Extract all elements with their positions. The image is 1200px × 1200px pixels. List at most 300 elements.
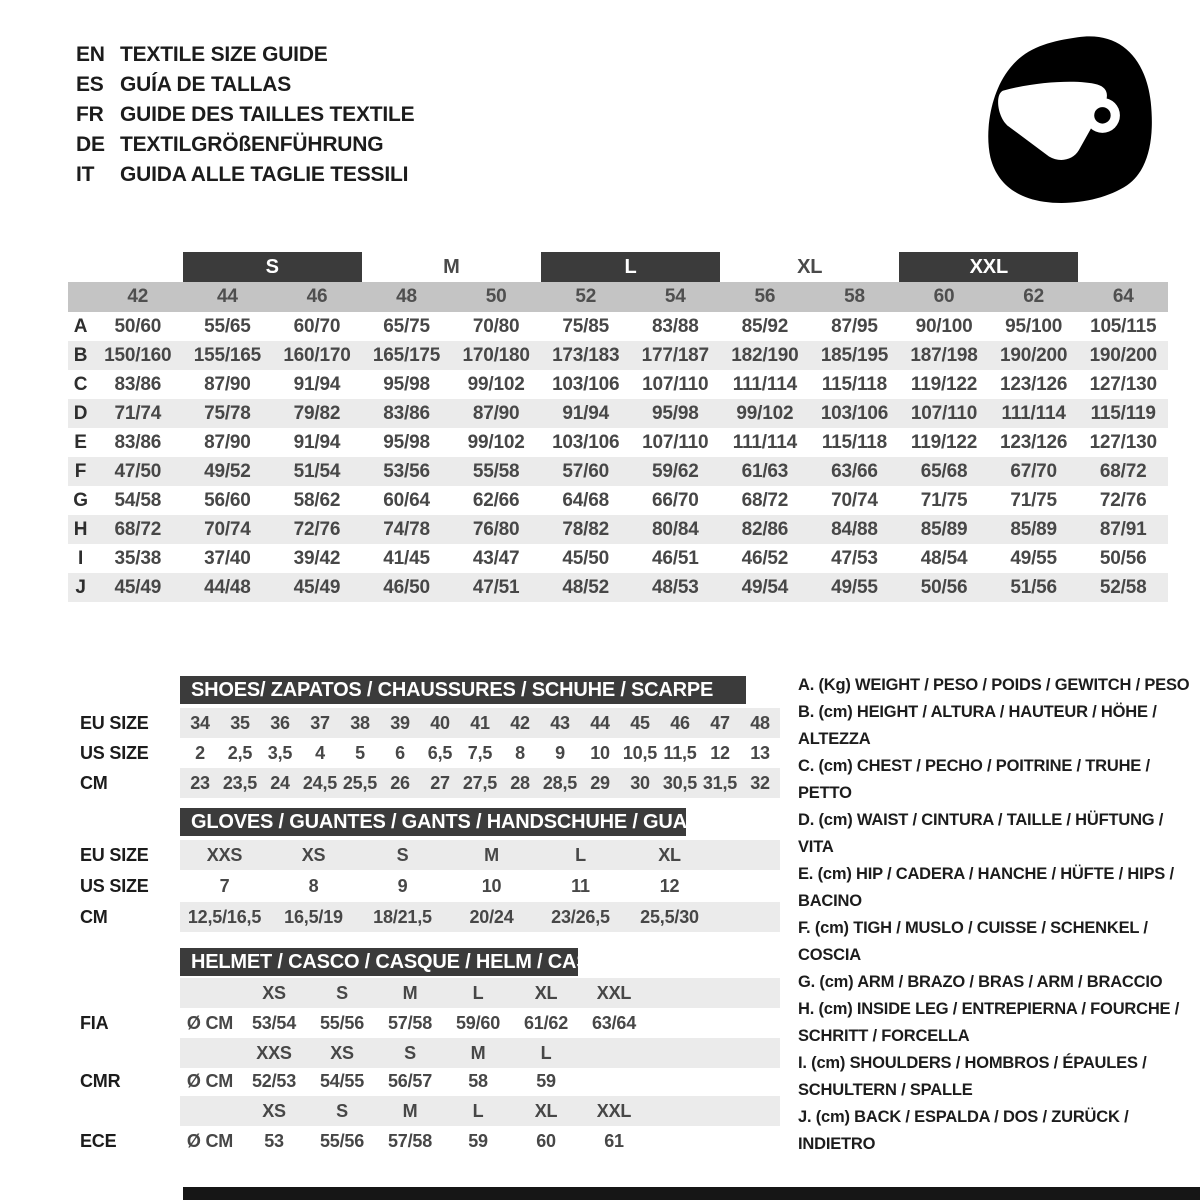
gloves-label-1: US SIZE [80, 875, 149, 896]
size-header-cell: 56 [754, 286, 776, 307]
size-value-cell: 59/62 [652, 460, 699, 482]
size-value-cell: 46/51 [652, 547, 699, 569]
size-row-D [68, 399, 1168, 428]
size-value-cell: 123/126 [999, 431, 1068, 453]
helmet-value-cell: 55/56 [319, 1012, 365, 1033]
shoes-cell: 41 [470, 712, 490, 733]
size-value-cell: 127/130 [1089, 373, 1157, 395]
size-value-cell: 58/62 [293, 489, 341, 511]
size-value-cell: 68/72 [741, 489, 789, 511]
size-value-cell: 90/100 [915, 315, 973, 337]
helmet-standard-label-CMR: CMR [80, 1070, 121, 1091]
shoes-cell: 24 [270, 772, 290, 793]
legend-item-A: A. (Kg) WEIGHT / PESO / POIDS / GEWITCH / PESO [798, 676, 1190, 694]
gloves-cell: S [396, 844, 409, 865]
size-group-XL: XL [797, 255, 823, 278]
helmet-value-cell: 59/60 [455, 1012, 501, 1033]
size-value-cell: 111/114 [1001, 402, 1066, 424]
size-header-cell: 48 [396, 286, 417, 307]
size-value-cell: 35/38 [114, 547, 162, 569]
shoes-cell: 44 [590, 712, 610, 733]
size-value-cell: 65/75 [383, 315, 430, 337]
row-letter: B [73, 344, 88, 366]
legend-item-C: C. (cm) CHEST / PECHO / POITRINE / TRUHE / PETTO [798, 757, 1150, 802]
size-value-cell: 99/102 [467, 431, 525, 453]
size-value-cell: 70/74 [831, 489, 878, 511]
helmet-size-cell: L [540, 1042, 552, 1063]
size-value-cell: 82/86 [741, 518, 789, 540]
size-value-cell: 119/122 [910, 431, 978, 453]
size-value-cell: 83/86 [114, 373, 162, 395]
helmet-size-cell: M [470, 1042, 486, 1063]
size-value-cell: 87/90 [204, 373, 251, 395]
language-title-list [76, 40, 414, 190]
size-value-cell: 95/98 [383, 373, 430, 395]
helmet-value-cell: 53/54 [251, 1012, 297, 1033]
size-value-cell: 63/66 [831, 460, 878, 482]
language-row-EN [76, 40, 414, 70]
helmet-icon [975, 28, 1160, 213]
helmet-size-cell: XS [262, 982, 286, 1003]
size-value-cell: 87/90 [472, 402, 520, 424]
helmet-value-cell: 52/53 [251, 1070, 297, 1091]
shoes-label-0: EU SIZE [80, 712, 149, 733]
shoes-cell: 10,5 [622, 742, 658, 763]
size-value-cell: 160/170 [283, 344, 351, 366]
size-value-cell: 107/110 [642, 431, 709, 453]
gloves-cell: 9 [397, 875, 408, 896]
shoes-cell: 42 [510, 712, 530, 733]
size-value-cell: 55/65 [204, 315, 251, 337]
gloves-cell: 16,5/19 [284, 906, 343, 927]
row-letter: F [74, 460, 87, 482]
size-row-C [68, 370, 1168, 399]
size-value-cell: 67/70 [1010, 460, 1057, 482]
size-value-cell: 155/165 [193, 344, 261, 366]
shoes-cell: 48 [750, 712, 770, 733]
size-value-cell: 60/70 [293, 315, 341, 337]
size-value-cell: 51/56 [1010, 576, 1057, 598]
size-header-cell: 44 [217, 286, 238, 307]
gloves-cell: 7 [219, 875, 230, 896]
row-letter: E [74, 431, 87, 453]
size-group-M: M [443, 255, 460, 278]
helmet-sizes-row-CMR [180, 1038, 780, 1068]
size-value-cell: 187/198 [910, 344, 978, 366]
shoes-cell: 23,5 [222, 772, 258, 793]
shoes-title-bar: SHOES/ ZAPATOS / CHAUSSURES / SCHUHE / SCARPE [180, 676, 746, 704]
size-value-cell: 103/106 [820, 402, 889, 424]
shoes-cell: 38 [350, 712, 370, 733]
size-value-cell: 50/56 [1099, 547, 1147, 569]
gloves-cell: 12,5/16,5 [187, 906, 262, 927]
helmet-value-cell: 53 [264, 1130, 284, 1151]
helmet-size-cell: XXL [596, 1100, 632, 1121]
size-value-cell: 87/95 [831, 315, 878, 337]
size-row-A [68, 312, 1168, 341]
size-value-cell: 87/90 [204, 431, 251, 453]
helmet-size-cell: L [472, 982, 484, 1003]
size-value-cell: 49/52 [204, 460, 251, 482]
row-letter: I [77, 547, 84, 569]
size-value-cell: 62/66 [472, 489, 520, 511]
shoes-cell: 9 [555, 742, 565, 763]
size-value-cell: 83/86 [114, 431, 162, 453]
size-value-cell: 127/130 [1089, 431, 1157, 453]
gloves-title-bar: GLOVES / GUANTES / GANTS / HANDSCHUHE / GUANTI [180, 808, 686, 836]
shoes-cell: 25,5 [342, 772, 378, 793]
size-value-cell: 99/102 [736, 402, 794, 424]
size-value-cell: 111/114 [732, 373, 797, 395]
helmet-size-cell [580, 1038, 648, 1068]
helmet-size-cell: XXL [596, 982, 632, 1003]
language-code: DE [76, 133, 105, 156]
size-value-cell: 85/89 [920, 518, 968, 540]
gloves-cell: XS [301, 844, 326, 865]
size-row-I [68, 544, 1168, 573]
size-value-cell: 44/48 [204, 576, 251, 598]
shoes-cell: 27,5 [462, 772, 498, 793]
helmet-values-row-ECE [180, 1126, 780, 1156]
size-group-L: L [541, 252, 720, 282]
size-value-cell: 105/115 [1090, 315, 1157, 337]
size-header-cell: 50 [485, 286, 507, 307]
helmet-standard-label-ECE: ECE [80, 1130, 117, 1151]
size-value-cell: 95/98 [383, 431, 430, 453]
gloves-cell: M [484, 844, 499, 865]
shoes-cell: 2 [195, 742, 205, 763]
size-value-cell: 52/58 [1099, 576, 1147, 598]
size-value-cell: 107/110 [910, 402, 978, 424]
legend-item-F: F. (cm) TIGH / MUSLO / CUISSE / SCHENKEL / COSCIA [798, 919, 1148, 964]
shoes-cell: 36 [270, 712, 290, 733]
language-title: GUIDE DES TAILLES TEXTILE [120, 103, 415, 126]
language-row-ES [76, 70, 414, 100]
shoes-cell: 3,5 [267, 742, 293, 763]
shoes-label-2: CM [80, 772, 108, 793]
helmet-size-cell: XXS [256, 1042, 292, 1063]
legend-item-E: E. (cm) HIP / CADERA / HANCHE / HÜFTE / HIPS / BACINO [798, 865, 1174, 910]
helmet-size-cell: XS [262, 1100, 286, 1121]
helmet-standard-label-FIA: FIA [80, 1012, 109, 1033]
size-value-cell: 57/60 [562, 460, 609, 482]
shoes-cell: 26 [390, 772, 410, 793]
helmet-values-row-FIA [180, 1008, 780, 1038]
size-value-cell: 49/55 [1010, 547, 1057, 569]
row-letter: G [73, 489, 88, 511]
shoes-cell: 5 [355, 742, 365, 763]
shoes-cell: 34 [190, 712, 210, 733]
legend-item-B: B. (cm) HEIGHT / ALTURA / HAUTEUR / HÖHE / ALTEZZA [798, 703, 1157, 748]
language-title: GUIDA ALLE TAGLIE TESSILI [120, 163, 409, 186]
shoes-cell: 27 [430, 772, 450, 793]
size-value-cell: 83/88 [652, 315, 699, 337]
size-value-cell: 54/58 [114, 489, 162, 511]
helmet-value-cell: 61 [604, 1130, 624, 1151]
size-value-cell: 47/50 [114, 460, 162, 482]
size-value-cell: 45/49 [293, 576, 341, 598]
size-value-cell: 71/74 [114, 402, 162, 424]
bottom-divider-bar [183, 1187, 1200, 1200]
size-header-cell: 60 [933, 286, 955, 307]
size-value-cell: 85/89 [1010, 518, 1057, 540]
legend-item-J: J. (cm) BACK / ESPALDA / DOS / ZURÜCK / INDIETRO [798, 1108, 1129, 1153]
size-value-cell: 190/200 [999, 344, 1068, 366]
legend-item-G: G. (cm) ARM / BRAZO / BRAS / ARM / BRACCIO [798, 973, 1163, 991]
size-header-cell: 62 [1023, 286, 1044, 307]
helmet-size-cell: S [336, 982, 348, 1003]
size-group-row [68, 252, 1168, 282]
size-value-cell: 103/106 [552, 373, 620, 395]
size-header-cell: 52 [575, 286, 597, 307]
size-value-cell: 74/78 [383, 518, 430, 540]
shoes-cell: 2,5 [227, 742, 253, 763]
helmet-unit-spacer [180, 978, 240, 1008]
size-value-cell: 48/52 [562, 576, 609, 598]
size-value-cell: 47/53 [831, 547, 878, 569]
size-value-cell: 91/94 [562, 402, 609, 424]
size-value-cell: 43/47 [472, 547, 520, 569]
size-header-spacer [68, 282, 93, 312]
gloves-cell: XXS [206, 844, 243, 865]
size-header-cell: 58 [844, 286, 865, 307]
gloves-label-2: CM [80, 906, 108, 927]
size-value-cell: 51/54 [293, 460, 341, 482]
size-value-cell: 80/84 [652, 518, 699, 540]
size-value-cell: 91/94 [293, 373, 341, 395]
size-row-B [68, 341, 1168, 370]
shoes-row-0 [180, 708, 780, 738]
shoes-cell: 23 [190, 772, 210, 793]
helmet-size-cell: S [336, 1100, 348, 1121]
size-value-cell: 46/50 [383, 576, 430, 598]
size-value-cell: 71/75 [1010, 489, 1057, 511]
gloves-cell: L [575, 844, 586, 865]
size-value-cell: 45/49 [114, 576, 162, 598]
gloves-cell: 10 [481, 875, 502, 896]
size-value-cell: 41/45 [383, 547, 430, 569]
helmet-value-cell: 60 [536, 1130, 556, 1151]
shoes-cell: 31,5 [702, 772, 738, 793]
gloves-cell: 23/26,5 [551, 906, 610, 927]
helmet-unit-spacer [180, 1038, 240, 1068]
size-value-cell: 177/187 [641, 344, 709, 366]
size-value-cell: 170/180 [462, 344, 530, 366]
helmet-title-bar: HELMET / CASCO / CASQUE / HELM / CASCO [180, 948, 578, 976]
helmet-value-cell: 61/62 [523, 1012, 569, 1033]
size-header-cell: 46 [306, 286, 328, 307]
size-group-S: S [183, 252, 362, 282]
size-value-cell: 72/76 [293, 518, 341, 540]
size-value-cell: 119/122 [910, 373, 978, 395]
shoes-cell: 35 [230, 712, 250, 733]
helmet-size-cell: XL [534, 1100, 558, 1121]
shoes-cell: 6 [395, 742, 405, 763]
size-value-cell: 66/70 [652, 489, 699, 511]
shoes-cell: 37 [310, 712, 330, 733]
size-value-cell: 48/53 [652, 576, 699, 598]
helmet-unit-cell: Ø CM [186, 1070, 234, 1091]
language-code: EN [76, 43, 105, 66]
row-letter: C [73, 373, 88, 395]
shoes-cell: 46 [670, 712, 690, 733]
shoes-cell: 11,5 [663, 742, 697, 763]
size-value-cell: 182/190 [731, 344, 799, 366]
gloves-label-0: EU SIZE [80, 844, 149, 865]
language-row-IT [76, 160, 414, 190]
helmet-values-row-CMR [180, 1066, 780, 1096]
size-value-cell: 45/50 [562, 547, 609, 569]
language-row-FR [76, 100, 414, 130]
size-row-G [68, 486, 1168, 515]
size-value-cell: 47/51 [472, 576, 520, 598]
size-value-cell: 123/126 [999, 373, 1068, 395]
gloves-cell: XL [658, 844, 681, 865]
size-header-row [68, 282, 1168, 312]
language-code: IT [76, 163, 95, 186]
helmet-value-cell: 58 [468, 1070, 488, 1091]
size-value-cell: 190/200 [1089, 344, 1157, 366]
shoes-cell: 29 [590, 772, 610, 793]
size-value-cell: 50/56 [920, 576, 968, 598]
size-value-cell: 72/76 [1099, 489, 1147, 511]
size-value-cell: 95/100 [1005, 315, 1063, 337]
shoes-label-1: US SIZE [80, 742, 149, 763]
size-value-cell: 83/86 [383, 402, 430, 424]
size-value-cell: 103/106 [552, 431, 620, 453]
helmet-unit-spacer [180, 1096, 240, 1126]
gloves-cell: 20/24 [469, 906, 514, 927]
shoes-cell: 8 [515, 742, 525, 763]
shoes-cell: 30 [630, 772, 650, 793]
size-value-cell: 55/58 [472, 460, 520, 482]
helmet-size-cell: M [402, 1100, 418, 1121]
shoes-cell: 13 [750, 742, 770, 763]
size-value-cell: 111/114 [732, 431, 797, 453]
size-value-cell: 53/56 [383, 460, 430, 482]
size-value-cell: 115/118 [821, 431, 888, 453]
size-value-cell: 75/78 [204, 402, 251, 424]
size-value-cell: 70/80 [472, 315, 520, 337]
size-value-cell: 61/63 [741, 460, 789, 482]
size-value-cell: 70/74 [204, 518, 251, 540]
size-row-J [68, 573, 1168, 602]
helmet-value-cell: 59 [468, 1130, 488, 1151]
size-value-cell: 56/60 [204, 489, 251, 511]
row-letter: A [73, 315, 88, 337]
size-value-cell: 85/92 [741, 315, 789, 337]
size-value-cell: 165/175 [372, 344, 441, 366]
size-value-cell: 48/54 [920, 547, 968, 569]
size-value-cell: 173/183 [552, 344, 620, 366]
gloves-row-1 [180, 871, 780, 901]
legend-item-I: I. (cm) SHOULDERS / HOMBROS / ÉPAULES / SCHULTERN / SPALLE [798, 1054, 1147, 1099]
shoes-cell: 45 [630, 712, 650, 733]
shoes-cell: 39 [390, 712, 410, 733]
shoes-cell: 4 [315, 742, 325, 763]
helmet-size-cell: M [402, 982, 418, 1003]
helmet-sizes-row-ECE [180, 1096, 780, 1126]
size-value-cell: 68/72 [1099, 460, 1147, 482]
language-title: TEXTILGRÖßENFÜHRUNG [120, 133, 384, 156]
shoes-cell: 47 [710, 712, 730, 733]
size-value-cell: 115/118 [821, 373, 888, 395]
size-row-F [68, 457, 1168, 486]
shoes-cell: 30,5 [662, 772, 698, 793]
measurement-legend [798, 672, 1196, 1158]
helmet-value-cell [580, 1066, 648, 1096]
size-header-cell: 64 [1112, 286, 1134, 307]
language-title: GUÍA DE TALLAS [120, 73, 292, 96]
helmet-value-cell: 55/56 [319, 1130, 365, 1151]
gloves-cell: 11 [571, 875, 590, 896]
shoes-cell: 6,5 [427, 742, 453, 763]
size-value-cell: 75/85 [562, 315, 609, 337]
size-value-cell: 115/119 [1090, 402, 1156, 424]
shoes-cell: 43 [550, 712, 570, 733]
size-value-cell: 65/68 [920, 460, 968, 482]
shoes-row-2 [180, 768, 780, 798]
helmet-unit-cell: Ø CM [186, 1130, 234, 1151]
textile-size-table [68, 252, 1168, 602]
size-group-XXL: XXL [899, 252, 1078, 282]
size-value-cell: 37/40 [204, 547, 251, 569]
gloves-cell: 12 [659, 875, 680, 896]
size-header-cell: 42 [127, 286, 149, 307]
language-title: TEXTILE SIZE GUIDE [120, 43, 328, 66]
gloves-cell: 25,5/30 [640, 906, 699, 927]
shoes-cell: 32 [750, 772, 770, 793]
size-row-H [68, 515, 1168, 544]
size-value-cell: 76/80 [472, 518, 520, 540]
row-letter: H [73, 518, 88, 540]
size-value-cell: 71/75 [920, 489, 968, 511]
size-value-cell: 60/64 [383, 489, 430, 511]
size-value-cell: 91/94 [293, 431, 341, 453]
legend-item-H: H. (cm) INSIDE LEG / ENTREPIERNA / FOURCHE / SCHRITT / FORCELLA [798, 1000, 1180, 1045]
size-value-cell: 39/42 [293, 547, 341, 569]
size-value-cell: 49/54 [741, 576, 789, 598]
helmet-size-cell: XL [534, 982, 558, 1003]
size-row-E [68, 428, 1168, 457]
size-value-cell: 46/52 [741, 547, 789, 569]
row-letter: J [75, 576, 86, 598]
shoes-cell: 12 [710, 742, 730, 763]
size-table-body [68, 312, 1168, 602]
size-value-cell: 68/72 [114, 518, 162, 540]
shoes-cell: 7,5 [467, 742, 493, 763]
language-row-DE [76, 130, 414, 160]
shoes-cell: 10 [590, 742, 610, 763]
helmet-value-cell: 56/57 [387, 1070, 433, 1091]
helmet-value-cell: 63/64 [591, 1012, 637, 1033]
size-header-cell: 54 [664, 286, 686, 307]
helmet-value-cell: 59 [536, 1070, 556, 1091]
legend-item-D: D. (cm) WAIST / CINTURA / TAILLE / HÜFTUNG / VITA [798, 811, 1164, 856]
helmet-size-cell: S [404, 1042, 416, 1063]
size-value-cell: 95/98 [652, 402, 699, 424]
language-code: ES [76, 73, 104, 96]
row-letter: D [73, 402, 88, 424]
size-value-cell: 107/110 [642, 373, 709, 395]
size-value-cell: 185/195 [820, 344, 889, 366]
gloves-cell: 18/21,5 [373, 906, 432, 927]
size-value-cell: 64/68 [562, 489, 609, 511]
helmet-sizes-row-FIA [180, 978, 780, 1008]
gloves-row-2 [180, 902, 780, 932]
gloves-cell: 8 [308, 875, 319, 896]
shoes-cell: 40 [430, 712, 450, 733]
